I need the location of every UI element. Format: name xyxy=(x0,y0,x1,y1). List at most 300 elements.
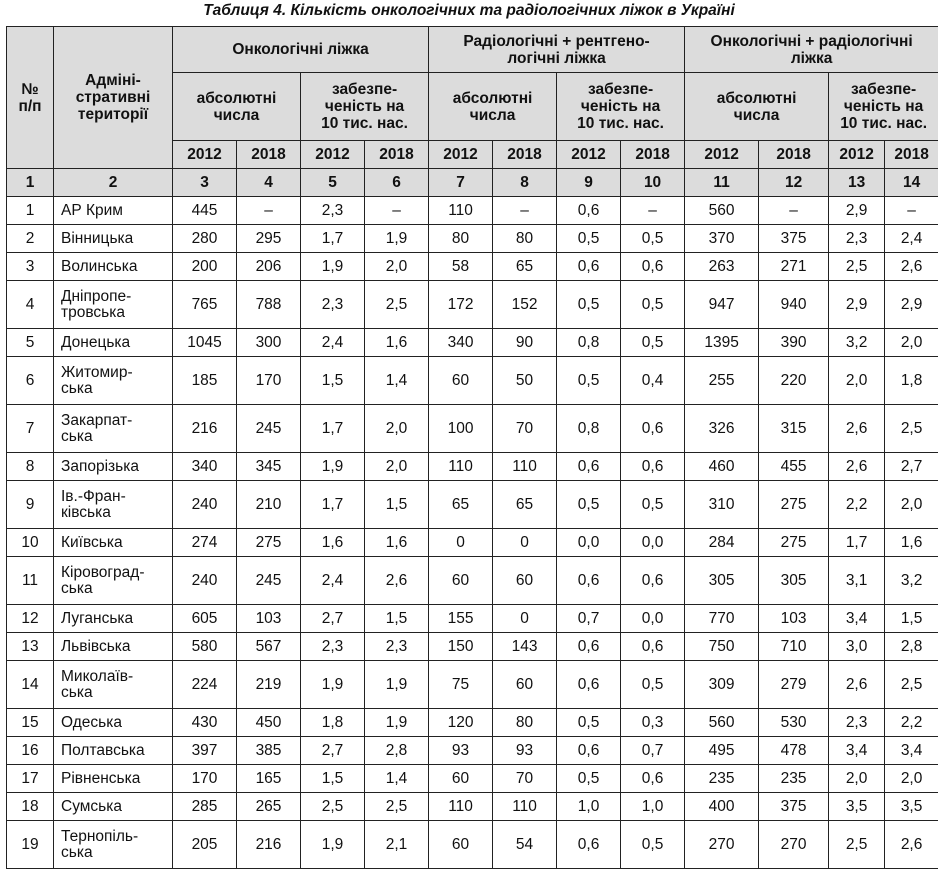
value-cell: 0,6 xyxy=(557,557,621,605)
subheader-provision: забезпе- ченість на 10 тис. нас. xyxy=(829,73,938,141)
territory-name: АР Крим xyxy=(54,197,173,225)
col-territory-header: Адміні- стративні території xyxy=(54,27,173,169)
value-cell: – xyxy=(621,197,685,225)
table-caption: Таблиця 4. Кількість онкологічних та радіологічних ліжок в Україні xyxy=(203,2,735,19)
value-cell: 3,4 xyxy=(885,737,938,765)
table-body xyxy=(7,197,938,869)
value-cell: 219 xyxy=(237,661,301,709)
value-cell: 309 xyxy=(685,661,759,709)
value-cell: 560 xyxy=(685,709,759,737)
value-cell: 1,9 xyxy=(301,453,365,481)
value-cell: 60 xyxy=(493,661,557,709)
value-cell: 947 xyxy=(685,281,759,329)
value-cell: 235 xyxy=(759,765,829,793)
row-number: 11 xyxy=(7,557,54,605)
value-cell: 2,0 xyxy=(829,765,885,793)
value-cell: 80 xyxy=(493,709,557,737)
value-cell: 455 xyxy=(759,453,829,481)
value-cell: 150 xyxy=(429,633,493,661)
table-row xyxy=(7,225,938,253)
value-cell: – xyxy=(365,197,429,225)
territory-name: Кіровоград- ська xyxy=(54,557,173,605)
value-cell: 3,0 xyxy=(829,633,885,661)
value-cell: 2,0 xyxy=(829,357,885,405)
subheader-provision: забезпе- ченість на 10 тис. нас. xyxy=(557,73,685,141)
value-cell: 0,6 xyxy=(621,405,685,453)
column-number: 1 xyxy=(7,169,54,197)
value-cell: 80 xyxy=(429,225,493,253)
value-cell: 345 xyxy=(237,453,301,481)
value-cell: 274 xyxy=(173,529,237,557)
column-number: 9 xyxy=(557,169,621,197)
value-cell: 460 xyxy=(685,453,759,481)
value-cell: 450 xyxy=(237,709,301,737)
value-cell: 60 xyxy=(429,765,493,793)
territory-name: Львівська xyxy=(54,633,173,661)
value-cell: 2,6 xyxy=(885,253,938,281)
year-header: 2018 xyxy=(493,141,557,169)
year-header: 2012 xyxy=(301,141,365,169)
subheader-absolute: абсолютні числа xyxy=(429,73,557,141)
value-cell: 2,8 xyxy=(365,737,429,765)
row-number: 14 xyxy=(7,661,54,709)
value-cell: 0,6 xyxy=(557,633,621,661)
value-cell: 65 xyxy=(429,481,493,529)
column-number: 14 xyxy=(885,169,938,197)
value-cell: 0,6 xyxy=(557,821,621,869)
value-cell: 2,2 xyxy=(829,481,885,529)
table-row xyxy=(7,661,938,709)
value-cell: 0,8 xyxy=(557,329,621,357)
value-cell: 0,6 xyxy=(621,557,685,605)
value-cell: 1,0 xyxy=(621,793,685,821)
value-cell: 3,5 xyxy=(829,793,885,821)
value-cell: 0,5 xyxy=(621,661,685,709)
value-cell: 1,5 xyxy=(365,605,429,633)
value-cell: 270 xyxy=(759,821,829,869)
table-row xyxy=(7,793,938,821)
value-cell: 788 xyxy=(237,281,301,329)
subheader-absolute: абсолютні числа xyxy=(685,73,829,141)
value-cell: 1,9 xyxy=(365,661,429,709)
value-cell: 0,5 xyxy=(557,281,621,329)
value-cell: 206 xyxy=(237,253,301,281)
value-cell: 0,6 xyxy=(557,197,621,225)
value-cell: 2,1 xyxy=(365,821,429,869)
value-cell: 2,3 xyxy=(829,225,885,253)
value-cell: 0,0 xyxy=(557,529,621,557)
row-number: 8 xyxy=(7,453,54,481)
value-cell: 310 xyxy=(685,481,759,529)
value-cell: 271 xyxy=(759,253,829,281)
value-cell: 2,4 xyxy=(301,329,365,357)
year-header: 2018 xyxy=(237,141,301,169)
value-cell: 0 xyxy=(493,605,557,633)
year-header: 2018 xyxy=(621,141,685,169)
value-cell: 560 xyxy=(685,197,759,225)
table-row xyxy=(7,821,938,869)
value-cell: 3,4 xyxy=(829,605,885,633)
value-cell: 375 xyxy=(759,793,829,821)
value-cell: 2,6 xyxy=(829,405,885,453)
value-cell: 2,5 xyxy=(885,405,938,453)
year-header: 2018 xyxy=(885,141,938,169)
value-cell: 0,5 xyxy=(621,225,685,253)
value-cell: 2,7 xyxy=(301,605,365,633)
value-cell: 265 xyxy=(237,793,301,821)
value-cell: 375 xyxy=(759,225,829,253)
column-number: 8 xyxy=(493,169,557,197)
value-cell: 0,6 xyxy=(621,253,685,281)
value-cell: 224 xyxy=(173,661,237,709)
row-number: 17 xyxy=(7,765,54,793)
value-cell: 275 xyxy=(759,481,829,529)
value-cell: 580 xyxy=(173,633,237,661)
territory-name: Сумська xyxy=(54,793,173,821)
value-cell: – xyxy=(885,197,938,225)
table-row xyxy=(7,481,938,529)
value-cell: 0,0 xyxy=(621,529,685,557)
territory-name: Тернопіль- ська xyxy=(54,821,173,869)
value-cell: 2,0 xyxy=(365,405,429,453)
value-cell: 0,3 xyxy=(621,709,685,737)
row-number: 4 xyxy=(7,281,54,329)
table-row xyxy=(7,329,938,357)
value-cell: 0,6 xyxy=(621,765,685,793)
value-cell: 3,2 xyxy=(885,557,938,605)
value-cell: 0 xyxy=(493,529,557,557)
value-cell: 567 xyxy=(237,633,301,661)
value-cell: 2,5 xyxy=(829,821,885,869)
value-cell: 0,5 xyxy=(621,481,685,529)
value-cell: 1,9 xyxy=(301,661,365,709)
value-cell: 765 xyxy=(173,281,237,329)
value-cell: 165 xyxy=(237,765,301,793)
value-cell: 245 xyxy=(237,557,301,605)
value-cell: 103 xyxy=(759,605,829,633)
value-cell: 400 xyxy=(685,793,759,821)
row-number: 7 xyxy=(7,405,54,453)
value-cell: 240 xyxy=(173,557,237,605)
value-cell: 940 xyxy=(759,281,829,329)
value-cell: 2,8 xyxy=(885,633,938,661)
value-cell: 750 xyxy=(685,633,759,661)
value-cell: 0,5 xyxy=(557,357,621,405)
value-cell: 152 xyxy=(493,281,557,329)
value-cell: 0 xyxy=(429,529,493,557)
table-row xyxy=(7,737,938,765)
row-number: 6 xyxy=(7,357,54,405)
column-number: 12 xyxy=(759,169,829,197)
territory-name: Луганська xyxy=(54,605,173,633)
value-cell: 385 xyxy=(237,737,301,765)
value-cell: 2,4 xyxy=(301,557,365,605)
row-number: 2 xyxy=(7,225,54,253)
value-cell: 0,4 xyxy=(621,357,685,405)
value-cell: 2,0 xyxy=(365,453,429,481)
column-number: 2 xyxy=(54,169,173,197)
value-cell: 1395 xyxy=(685,329,759,357)
value-cell: 80 xyxy=(493,225,557,253)
value-cell: 1,7 xyxy=(829,529,885,557)
value-cell: 1,7 xyxy=(301,225,365,253)
value-cell: 3,1 xyxy=(829,557,885,605)
value-cell: 1,5 xyxy=(301,765,365,793)
value-cell: 2,9 xyxy=(829,281,885,329)
value-cell: 2,7 xyxy=(301,737,365,765)
value-cell: 2,3 xyxy=(365,633,429,661)
value-cell: 1,4 xyxy=(365,765,429,793)
value-cell: 0,6 xyxy=(557,737,621,765)
row-number: 5 xyxy=(7,329,54,357)
value-cell: 60 xyxy=(429,357,493,405)
value-cell: 2,0 xyxy=(885,481,938,529)
value-cell: 235 xyxy=(685,765,759,793)
value-cell: 390 xyxy=(759,329,829,357)
value-cell: 1,6 xyxy=(885,529,938,557)
value-cell: 300 xyxy=(237,329,301,357)
value-cell: 1,8 xyxy=(301,709,365,737)
value-cell: 1,9 xyxy=(301,253,365,281)
value-cell: 172 xyxy=(429,281,493,329)
value-cell: 1,9 xyxy=(301,821,365,869)
value-cell: 275 xyxy=(759,529,829,557)
value-cell: 2,9 xyxy=(829,197,885,225)
value-cell: 2,5 xyxy=(365,793,429,821)
value-cell: 285 xyxy=(173,793,237,821)
value-cell: 210 xyxy=(237,481,301,529)
value-cell: 2,0 xyxy=(365,253,429,281)
table-row xyxy=(7,529,938,557)
column-number: 11 xyxy=(685,169,759,197)
value-cell: 305 xyxy=(685,557,759,605)
value-cell: 2,0 xyxy=(885,765,938,793)
value-cell: 478 xyxy=(759,737,829,765)
value-cell: 2,2 xyxy=(885,709,938,737)
value-cell: 110 xyxy=(429,197,493,225)
value-cell: 2,4 xyxy=(885,225,938,253)
column-number: 10 xyxy=(621,169,685,197)
value-cell: 216 xyxy=(237,821,301,869)
value-cell: 110 xyxy=(493,793,557,821)
row-number: 9 xyxy=(7,481,54,529)
value-cell: 2,9 xyxy=(885,281,938,329)
column-number: 3 xyxy=(173,169,237,197)
value-cell: 1,6 xyxy=(365,529,429,557)
year-header: 2012 xyxy=(685,141,759,169)
row-number: 12 xyxy=(7,605,54,633)
territory-name: Рівненська xyxy=(54,765,173,793)
value-cell: 205 xyxy=(173,821,237,869)
territory-name: Одеська xyxy=(54,709,173,737)
value-cell: 240 xyxy=(173,481,237,529)
value-cell: 2,6 xyxy=(829,661,885,709)
territory-name: Закарпат- ська xyxy=(54,405,173,453)
row-number: 18 xyxy=(7,793,54,821)
value-cell: 1,5 xyxy=(885,605,938,633)
subheader-provision: забезпе- ченість на 10 тис. нас. xyxy=(301,73,429,141)
value-cell: 54 xyxy=(493,821,557,869)
value-cell: 103 xyxy=(237,605,301,633)
value-cell: 1,6 xyxy=(301,529,365,557)
value-cell: 2,5 xyxy=(829,253,885,281)
table-row xyxy=(7,709,938,737)
value-cell: 0,5 xyxy=(557,765,621,793)
row-number: 10 xyxy=(7,529,54,557)
column-number: 6 xyxy=(365,169,429,197)
value-cell: 0,8 xyxy=(557,405,621,453)
row-number: 19 xyxy=(7,821,54,869)
value-cell: 2,5 xyxy=(301,793,365,821)
value-cell: – xyxy=(237,197,301,225)
value-cell: 3,2 xyxy=(829,329,885,357)
column-number: 4 xyxy=(237,169,301,197)
value-cell: 65 xyxy=(493,253,557,281)
value-cell: 170 xyxy=(173,765,237,793)
row-number: 13 xyxy=(7,633,54,661)
value-cell: 1,5 xyxy=(301,357,365,405)
value-cell: 495 xyxy=(685,737,759,765)
value-cell: 143 xyxy=(493,633,557,661)
value-cell: 1,7 xyxy=(301,481,365,529)
year-header: 2012 xyxy=(557,141,621,169)
year-header: 2018 xyxy=(365,141,429,169)
value-cell: 530 xyxy=(759,709,829,737)
value-cell: 1,7 xyxy=(301,405,365,453)
value-cell: 58 xyxy=(429,253,493,281)
value-cell: 397 xyxy=(173,737,237,765)
territory-name: Запорізька xyxy=(54,453,173,481)
territory-name: Дніпропе- тровська xyxy=(54,281,173,329)
value-cell: 65 xyxy=(493,481,557,529)
value-cell: 200 xyxy=(173,253,237,281)
row-number: 16 xyxy=(7,737,54,765)
value-cell: 245 xyxy=(237,405,301,453)
value-cell: 2,0 xyxy=(885,329,938,357)
value-cell: 1,9 xyxy=(365,709,429,737)
value-cell: 0,7 xyxy=(621,737,685,765)
value-cell: 263 xyxy=(685,253,759,281)
value-cell: 90 xyxy=(493,329,557,357)
value-cell: 1,6 xyxy=(365,329,429,357)
column-number: 5 xyxy=(301,169,365,197)
value-cell: 110 xyxy=(429,453,493,481)
group-combined-header: Онкологічні + радіологічні ліжка xyxy=(685,27,938,73)
value-cell: 0,5 xyxy=(557,481,621,529)
year-header: 2018 xyxy=(759,141,829,169)
row-number: 1 xyxy=(7,197,54,225)
territory-name: Житомир- ська xyxy=(54,357,173,405)
value-cell: 326 xyxy=(685,405,759,453)
value-cell: 1,5 xyxy=(365,481,429,529)
value-cell: 110 xyxy=(493,453,557,481)
value-cell: 50 xyxy=(493,357,557,405)
value-cell: 1,9 xyxy=(365,225,429,253)
year-header: 2012 xyxy=(829,141,885,169)
row-number: 3 xyxy=(7,253,54,281)
territory-name: Полтавська xyxy=(54,737,173,765)
value-cell: 340 xyxy=(429,329,493,357)
value-cell: 155 xyxy=(429,605,493,633)
value-cell: 0,5 xyxy=(621,329,685,357)
row-number: 15 xyxy=(7,709,54,737)
table-row xyxy=(7,765,938,793)
table-row xyxy=(7,633,938,661)
value-cell: 295 xyxy=(237,225,301,253)
table-row xyxy=(7,357,938,405)
value-cell: 275 xyxy=(237,529,301,557)
value-cell: 0,6 xyxy=(557,253,621,281)
value-cell: 120 xyxy=(429,709,493,737)
value-cell: 100 xyxy=(429,405,493,453)
table-row xyxy=(7,405,938,453)
value-cell: 220 xyxy=(759,357,829,405)
value-cell: 2,6 xyxy=(829,453,885,481)
value-cell: 0,5 xyxy=(557,709,621,737)
col-number-header: № п/п xyxy=(7,27,54,169)
value-cell: 2,5 xyxy=(885,661,938,709)
value-cell: 445 xyxy=(173,197,237,225)
value-cell: 0,6 xyxy=(621,633,685,661)
value-cell: – xyxy=(493,197,557,225)
value-cell: 315 xyxy=(759,405,829,453)
value-cell: 93 xyxy=(429,737,493,765)
value-cell: 284 xyxy=(685,529,759,557)
value-cell: 2,3 xyxy=(301,281,365,329)
value-cell: 3,4 xyxy=(829,737,885,765)
table-row xyxy=(7,605,938,633)
value-cell: 60 xyxy=(429,557,493,605)
value-cell: 0,6 xyxy=(557,453,621,481)
year-header: 2012 xyxy=(173,141,237,169)
value-cell: 70 xyxy=(493,765,557,793)
table-row xyxy=(7,253,938,281)
value-cell: 1,0 xyxy=(557,793,621,821)
value-cell: 2,3 xyxy=(301,633,365,661)
value-cell: 279 xyxy=(759,661,829,709)
value-cell: 2,7 xyxy=(885,453,938,481)
value-cell: 60 xyxy=(429,821,493,869)
value-cell: 0,5 xyxy=(557,225,621,253)
value-cell: 1,4 xyxy=(365,357,429,405)
value-cell: 280 xyxy=(173,225,237,253)
group-oncology-header: Онкологічні ліжка xyxy=(173,27,429,73)
value-cell: 170 xyxy=(237,357,301,405)
value-cell: 0,6 xyxy=(621,453,685,481)
value-cell: 770 xyxy=(685,605,759,633)
value-cell: 0,0 xyxy=(621,605,685,633)
value-cell: 185 xyxy=(173,357,237,405)
table-row xyxy=(7,197,938,225)
year-header: 2012 xyxy=(429,141,493,169)
value-cell: – xyxy=(759,197,829,225)
territory-name: Ів.-Фран- ківська xyxy=(54,481,173,529)
value-cell: 255 xyxy=(685,357,759,405)
territory-name: Волинська xyxy=(54,253,173,281)
table-row xyxy=(7,281,938,329)
value-cell: 1,8 xyxy=(885,357,938,405)
value-cell: 110 xyxy=(429,793,493,821)
value-cell: 75 xyxy=(429,661,493,709)
value-cell: 3,5 xyxy=(885,793,938,821)
column-number: 7 xyxy=(429,169,493,197)
value-cell: 2,3 xyxy=(301,197,365,225)
value-cell: 60 xyxy=(493,557,557,605)
subheader-absolute: абсолютні числа xyxy=(173,73,301,141)
value-cell: 305 xyxy=(759,557,829,605)
value-cell: 2,5 xyxy=(365,281,429,329)
value-cell: 216 xyxy=(173,405,237,453)
